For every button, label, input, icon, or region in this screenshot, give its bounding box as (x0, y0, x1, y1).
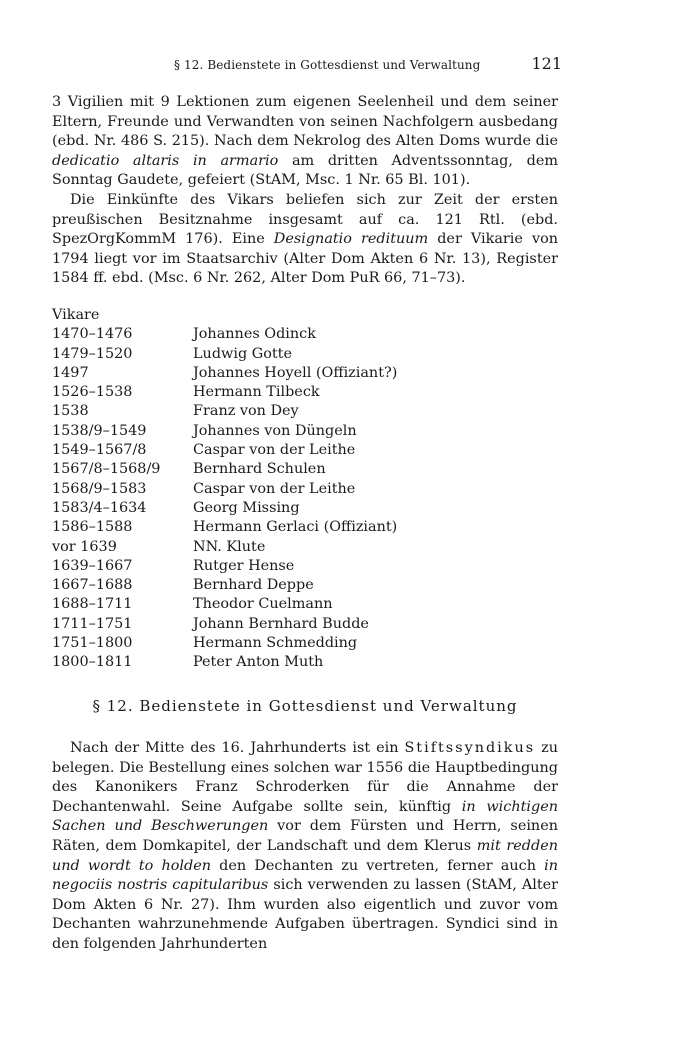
vikar-years: 1751–1800 (52, 635, 133, 652)
vikar-name: Hermann Tilbeck (193, 384, 320, 401)
vikar-years: 1688–1711 (52, 596, 133, 613)
running-title: § 12. Bedienstete in Gottesdienst und Verwaltung (174, 58, 481, 72)
vikar-list-heading: Vikare (52, 307, 100, 323)
vikar-row (52, 615, 558, 634)
running-header (132, 54, 562, 74)
vikar-row (52, 383, 558, 402)
paragraph-text: sich verwenden zu lassen (StAM, Alter Dom Akten 6 Nr. 27). Ihm wurden also eigentlich und zuvor vom Dechanten wahrzunehmende Aufgaben übertragen. Syndici sind in den folgenden Jahrhunderten (52, 877, 558, 952)
vikar-rows (52, 325, 558, 672)
vikar-row (52, 441, 558, 460)
vikar-name: Theodor Cuelmann (193, 596, 333, 613)
vikar-name: Rutger Hense (193, 557, 295, 574)
vikar-name: Hermann Schmedding (193, 635, 358, 652)
spaced-term: Stiftssyndikus (404, 740, 536, 756)
vikar-row (52, 653, 558, 672)
vikar-years: 1538/9–1549 (52, 422, 147, 439)
vikar-row (52, 364, 558, 383)
vikar-years: 1538 (52, 403, 89, 420)
paragraph-text: den Dechanten zu vertreten, ferner auch (211, 857, 545, 874)
paragraph-text: 3 Vigilien mit 9 Lektionen zum eigenen Seelenheil und dem seiner Eltern, Freunde und Verwandten von seinen Nachfolgern ausbedang (ebd. Nr. 486 S. 215). Nach dem Nekrolog des Alten Doms wurde die (52, 94, 558, 150)
vikar-name: Johannes Hoyell (Offiziant?) (193, 364, 398, 381)
vikar-years: 1479–1520 (52, 345, 133, 362)
paragraph-text: vor dem Fürsten und Herrn, seinen Räten, dem Domkapitel, der Landschaft und dem Klerus (52, 818, 558, 854)
paragraph-text: Nach der Mitte des 16. Jahrhunderts ist ein (70, 740, 405, 756)
vikar-row (52, 634, 558, 653)
latin-phrase: in negociis nostris capitularibus (52, 857, 558, 894)
vikar-years: 1800–1811 (52, 654, 133, 671)
vikar-row (52, 538, 558, 557)
vikar-row (52, 595, 558, 614)
vikar-row (52, 325, 558, 344)
vikar-row (52, 402, 558, 421)
section-heading: § 12. Bedienstete in Gottesdienst und Verwaltung (92, 697, 518, 715)
vikar-name: Georg Missing (193, 499, 300, 516)
vikar-years: 1549–1567/8 (52, 442, 147, 459)
vikar-name: Hermann Gerlaci (Offiziant) (193, 519, 398, 536)
vikar-years: vor 1639 (52, 538, 117, 555)
vikar-name: Bernhard Deppe (193, 577, 314, 594)
vikar-years: 1639–1667 (52, 557, 133, 574)
paragraph-vigilien (52, 93, 558, 191)
vikar-row (52, 480, 558, 499)
latin-phrase: dedicatio altaris in armario (52, 152, 279, 169)
paragraph-text: am dritten Adventssonntag, dem Sonntag Gaudete, gefeiert (StAM, Msc. 1 Nr. 65 Bl. 101). (52, 152, 558, 189)
vikar-name: Ludwig Gotte (193, 345, 292, 362)
vikar-list (52, 306, 558, 673)
vikar-name: Caspar von der Leithe (193, 442, 356, 459)
vikar-row (52, 518, 558, 537)
vikar-name: Franz von Dey (193, 403, 299, 420)
vikar-row (52, 499, 558, 518)
latin-phrase: Designatio redituum (273, 231, 429, 248)
vikar-years: 1667–1688 (52, 577, 133, 594)
vikar-years: 1470–1476 (52, 326, 133, 343)
paragraph-text: zu belegen. Die Bestellung eines solchen war 1556 die Hauptbedingung des Kanonikers Franz Schroderken für die Annahme der Dechantenwahl. Seine Aufgabe sollte sein, künftig (52, 740, 558, 815)
vikar-name: Johann Bernhard Budde (193, 615, 369, 632)
quoted-phrase: in wichtigen Sachen und Beschwerungen (52, 798, 558, 835)
vikar-years: 1567/8–1568/9 (52, 461, 161, 478)
vikar-name: Johannes Odinck (193, 326, 316, 343)
vikar-name: Johannes von Düngeln (193, 422, 357, 439)
vikar-years: 1711–1751 (52, 615, 133, 632)
vikar-name: Caspar von der Leithe (193, 480, 356, 497)
paragraph-text: Die Einkünfte des Vikars beliefen sich zur Zeit der ersten preußischen Besitznahme insgesamt auf ca. 121 Rtl. (ebd. SpezOrgKommM 176). Eine (52, 192, 558, 248)
paragraph-einkuenfte (52, 191, 558, 289)
paragraph-text: der Vikarie von 1794 liegt vor im Staatsarchiv (Alter Dom Akten 6 Nr. 13), Register 1584 ff. ebd. (Msc. 6 Nr. 262, Alter Dom PuR 66, 71–73). (52, 231, 559, 287)
vikar-years: 1568/9–1583 (52, 480, 147, 497)
quoted-phrase: mit redden und wordt to holden (52, 837, 558, 874)
vikar-years: 1526–1538 (52, 384, 133, 401)
vikar-row (52, 345, 558, 364)
vikar-row (52, 460, 558, 479)
vikar-row (52, 422, 558, 441)
vikar-years: 1586–1588 (52, 519, 133, 536)
vikar-row (52, 557, 558, 576)
vikar-years: 1583/4–1634 (52, 499, 147, 516)
page-number: 121 (531, 54, 562, 73)
vikar-row (52, 576, 558, 595)
paragraph-syndikus (52, 739, 558, 955)
vikar-years: 1497 (52, 364, 89, 381)
vikar-name: Peter Anton Muth (193, 654, 324, 671)
vikar-name: NN. Klute (193, 538, 266, 555)
vikar-name: Bernhard Schulen (193, 461, 326, 478)
